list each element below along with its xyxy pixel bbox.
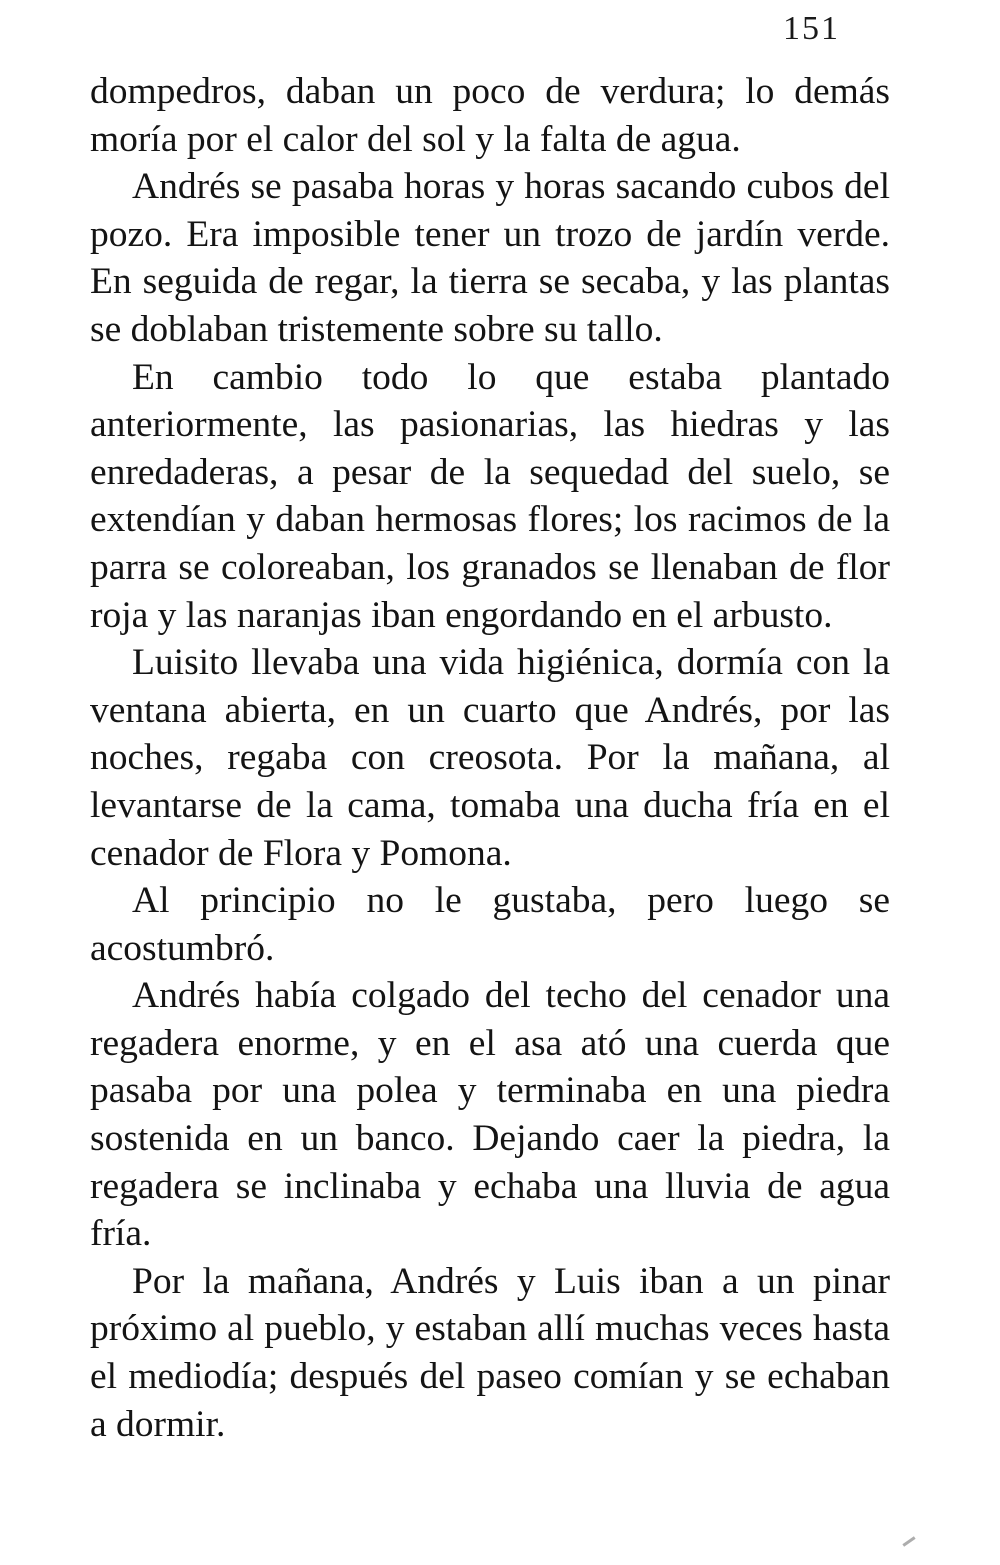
page-number: 151: [783, 10, 840, 47]
paragraph: En cambio todo lo que estaba plantado anteriormente, las pasionarias, las hiedras y las enredaderas, a pesar de la sequedad del suelo, se extendían y daban hermosas flores; los racimos de la parra se coloreaban, los granados se llenaban de flor roja y las naranjas iban engordando en el arbusto.: [90, 356, 890, 636]
paragraph: Por la mañana, Andrés y Luis iban a un pinar próximo al pueblo, y estaban allí muchas veces hasta el mediodía; después del paseo comían y se echaban a dormir.: [90, 1260, 890, 1445]
paragraph: Luisito llevaba una vida higiénica, dormía con la ventana abierta, en un cuarto que Andrés, por las noches, regaba con creosota. Por la mañana, al levantarse de la cama, tomaba una ducha fría en el cenador de Flora y Pomona.: [90, 642, 890, 874]
body-text: [90, 68, 890, 1448]
paragraph: Andrés se pasaba horas y horas sacando cubos del pozo. Era imposible tener un trozo de jardín verde. En seguida de regar, la tierra se secaba, y las plantas se doblaban tristemente sobre su tallo.: [90, 166, 890, 350]
scan-speck: [902, 1536, 915, 1546]
paragraph-continued: dompedros, daban un poco de verdura; lo demás moría por el calor del sol y la falta de agua.: [90, 71, 890, 160]
paragraph: Al principio no le gustaba, pero luego se acostumbró.: [90, 880, 890, 969]
paragraph: Andrés había colgado del techo del cenador una regadera enorme, y en el asa ató una cuerda que pasaba por una polea y terminaba en una piedra sostenida en un banco. Dejando caer la piedra, la regadera se inclinaba y echaba una lluvia de agua fría.: [90, 975, 890, 1255]
